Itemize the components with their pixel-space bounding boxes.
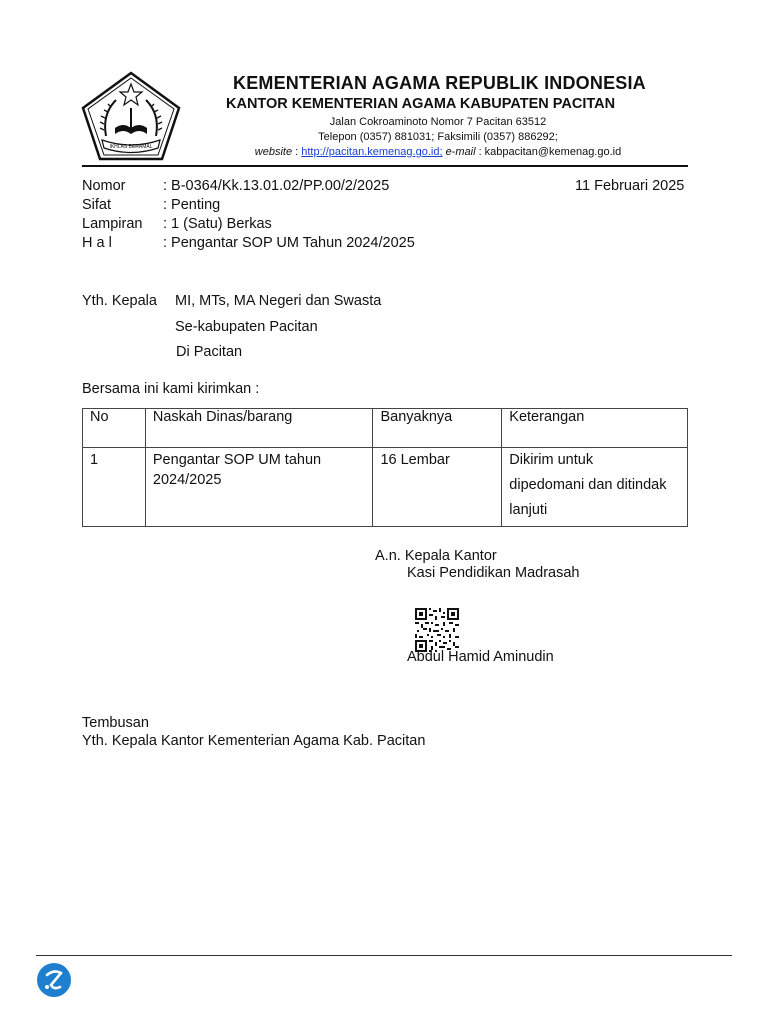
cell-banyaknya: 16 Lembar	[373, 448, 502, 527]
items-table	[82, 408, 688, 527]
lampiran-label: Lampiran	[82, 216, 143, 232]
table-row	[83, 448, 688, 527]
recipient-line-1: MI, MTs, MA Negeri dan Swasta	[175, 293, 382, 309]
office-title: KANTOR KEMENTERIAN AGAMA KABUPATEN PACITAN	[226, 96, 616, 112]
website-separator: :	[292, 146, 302, 158]
lampiran-value: : 1 (Satu) Berkas	[163, 216, 272, 232]
cell-keterangan-line-3: lanjuti	[509, 502, 548, 518]
sifat-value: : Penting	[163, 197, 221, 213]
cc-title: Tembusan	[82, 715, 149, 731]
recipient-prefix: Yth. Kepala	[82, 293, 157, 309]
body-intro: Bersama ini kami kirimkan :	[82, 381, 260, 397]
table-header-row	[83, 409, 688, 448]
header-divider	[82, 165, 688, 167]
footer-divider	[36, 955, 732, 956]
ministry-title: KEMENTERIAN AGAMA REPUBLIK INDONESIA	[233, 73, 646, 93]
cell-no: 1	[83, 448, 146, 527]
nomor-value: : B-0364/Kk.13.01.02/PP.00/2/2025	[163, 178, 390, 194]
logo-motto-text: IKHLAS BERAMAL	[109, 144, 153, 150]
website-link[interactable]: http://pacitan.kemenag.go.id;	[301, 146, 443, 158]
signature-position: Kasi Pendidikan Madrasah	[407, 565, 580, 581]
col-header-keterangan: Keterangan	[502, 409, 688, 448]
kemenag-logo	[80, 70, 182, 162]
cell-keterangan-line-1: Dikirim untuk	[509, 452, 594, 468]
hal-label: H a l	[82, 235, 112, 251]
website-label: website	[254, 146, 293, 158]
col-header-banyaknya: Banyaknya	[373, 409, 502, 448]
nomor-label: Nomor	[82, 178, 126, 194]
scribd-logo-icon[interactable]	[37, 963, 71, 997]
recipient-line-2: Se-kabupaten Pacitan	[175, 319, 318, 335]
cell-naskah-line-1: Pengantar SOP UM tahun	[152, 452, 322, 468]
cell-keterangan	[502, 448, 688, 527]
signature-an-line: A.n. Kepala Kantor	[375, 548, 497, 564]
letter-date: 11 Februari 2025	[575, 178, 685, 194]
cc-line-1: Yth. Kepala Kantor Kementerian Agama Kab. Pacitan	[82, 733, 426, 749]
email-value: : kabpacitan@kemenag.go.id	[475, 146, 622, 158]
recipient-line-3: Di Pacitan	[176, 344, 243, 360]
col-header-no: No	[83, 409, 146, 448]
col-header-naskah: Naskah Dinas/barang	[145, 409, 373, 448]
office-address: Jalan Cokroaminoto Nomor 7 Pacitan 63512	[329, 116, 547, 128]
office-web-email	[220, 146, 656, 158]
cell-naskah-line-2: 2024/2025	[152, 472, 222, 488]
hal-value: : Pengantar SOP UM Tahun 2024/2025	[163, 235, 415, 251]
cell-naskah	[145, 448, 373, 527]
office-phone: Telepon (0357) 881031; Faksimili (0357) 886292;	[318, 131, 558, 143]
signature-name: Abdul Hamid Aminudin	[407, 649, 554, 665]
email-label: e-mail	[445, 146, 476, 158]
qr-code-icon	[415, 608, 459, 652]
cell-keterangan-line-2: dipedomani dan ditindak	[509, 477, 667, 493]
sifat-label: Sifat	[82, 197, 112, 213]
